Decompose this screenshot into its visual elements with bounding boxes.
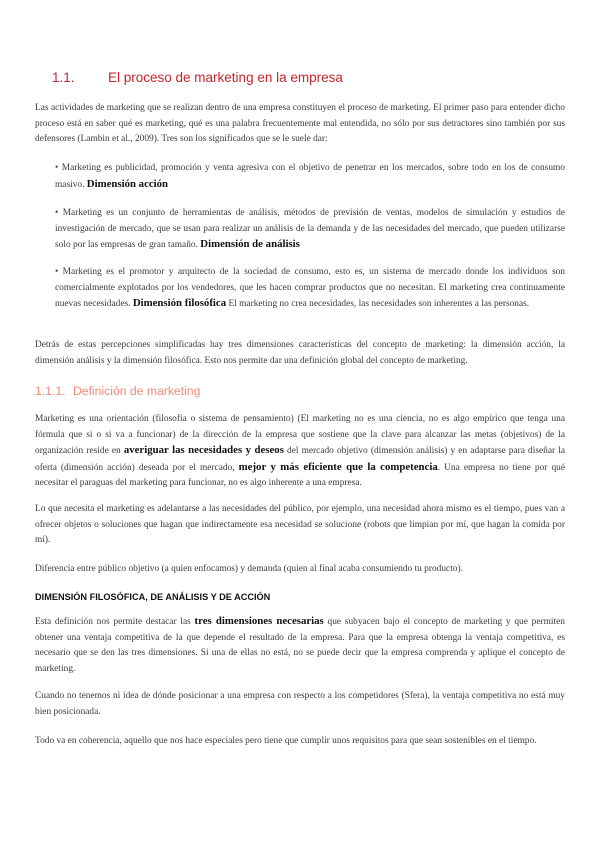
bullet-text: • Marketing es el promotor y arquitecto de la sociedad de consumo, esto es, un sistema de mercado donde los individuos son comercialmente explotados por los vendedores, que les hacen comprar productos que no necesitan. El marketing crea continuamente nuevas necesidades. (55, 267, 565, 310)
subsection-title: Definición de marketing (73, 384, 201, 398)
definition-text: Marketing es una orientación (filosofía o sistema de pensamiento) (El marketing no es una ciencia, no es algo empírico que tenga una fórmula que si o si va a funcionar) de la dirección de la empresa que sostiene que la clave para alcanzar las metas (objetivos) de la organización reside en (35, 414, 565, 457)
section-heading (52, 70, 343, 86)
definition-text: del mercado objetivo (dimensión análisis) y en adaptarse para diseñar la oferta (dimensión acción) deseada por el mercado, (35, 446, 565, 473)
subsection-number: 1.1.1. (35, 384, 66, 398)
bullet-philosophy (55, 265, 565, 313)
subsection-heading (35, 384, 200, 399)
bullet-after: El marketing no crea necesidades, las necesidades son inherentes a las personas. (226, 299, 530, 310)
bullet-dimension-tag: Dimensión acción (86, 177, 169, 190)
dimensions-emphasis: tres dimensiones necesarias (194, 615, 324, 627)
difference-paragraph: Diferencia entre público objetivo (a quien enfocamos) y demanda (quien al final acaba consumiendo tu producto). (35, 564, 463, 574)
coherence-paragraph: Todo va en coherencia, aquello que nos hace especiales pero tiene que cumplir unos requisitos para que sean sostenibles en el tiempo. (35, 736, 537, 746)
dimensions-paragraph (35, 614, 565, 677)
bullet-analysis (55, 206, 565, 254)
intro-paragraph: Las actividades de marketing que se realizan dentro de una empresa constituyen el proceso de marketing. El primer paso para entender dicho proceso está en saber qué es marketing, qué es una palabra frecuentemente mal entendida, no sólo por sus detractores sino también por sus defensores (Lambin et al., 2009). Tres son los significados que se le suele dar: (35, 103, 565, 145)
definition-paragraph (35, 412, 565, 492)
position-paragraph: Cuando no tenemos ni idea de dónde posicionar a una empresa con respecto a los competidores (Sfera), la ventaja competitiva no está muy bien posicionada. (35, 691, 565, 717)
section-number: 1.1. (52, 70, 75, 85)
bullet-text: • Marketing es publicidad, promoción y venta agresiva con el objetivo de penetrar en los mercados, sobre todo en los de consumo masivo. (55, 163, 565, 190)
definition-emphasis: averiguar las necesidades y deseos (123, 444, 284, 457)
dimensions-text: Esta definición nos permite destacar las (35, 617, 195, 627)
bullet-text: • Marketing es un conjunto de herramientas de análisis, métodos de previsión de ventas, modelos de simulación y estudios de investigación de mercado, que se usan para realizar un análisis de la demanda y de las necesidades del mercado, que pueden utilizarse solo por las empresas de gran tamaño. (55, 208, 565, 251)
bullet-dimension-tag: Dimensión filosófica (132, 297, 227, 310)
bullet-action (55, 161, 565, 193)
definition-text: . Una empresa no tiene por qué necesitar el paraguas del marketing para funcionar, no es algo inherente a una empresa. (35, 462, 565, 489)
bullet-dimension-tag: Dimensión de análisis (200, 238, 300, 251)
definition-emphasis: mejor y más eficiente que la competencia (238, 460, 438, 473)
need-paragraph: Lo que necesita el marketing es adelantarse a las necesidades del público, por ejemplo, una necesidad ahora mismo es el tiempo, pues van a ofrecer objetos o soluciones que hagan que indirectamente esa necesidad se solucione (robots que limpian por mí, que hagan la comida por mí). (35, 504, 565, 546)
dimensions-heading: DIMENSIÓN FILOSÓFICA, DE ANÁLISIS Y DE ACCIÓN (35, 592, 271, 602)
perceptions-paragraph: Detrás de estas percepciones simplificadas hay tres dimensiones características del concepto de marketing: la dimensión acción, la dimensión análisis y la dimensión filosófica. Esto nos permite dar una definición global del concepto de marketing. (35, 340, 565, 366)
dimensions-text: que subyacen bajo el concepto de marketing y que permiten obtener una ventaja competitiva de la que depende el resultado de la empresa. Para que la empresa obtenga la ventaja competitiva, es necesario que se den las tres dimensiones. Si una de ellas no está, no se puede decir que la empresa comprenda y aplique el concepto de marketing. (35, 617, 565, 674)
section-title: El proceso de marketing en la empresa (108, 70, 343, 85)
